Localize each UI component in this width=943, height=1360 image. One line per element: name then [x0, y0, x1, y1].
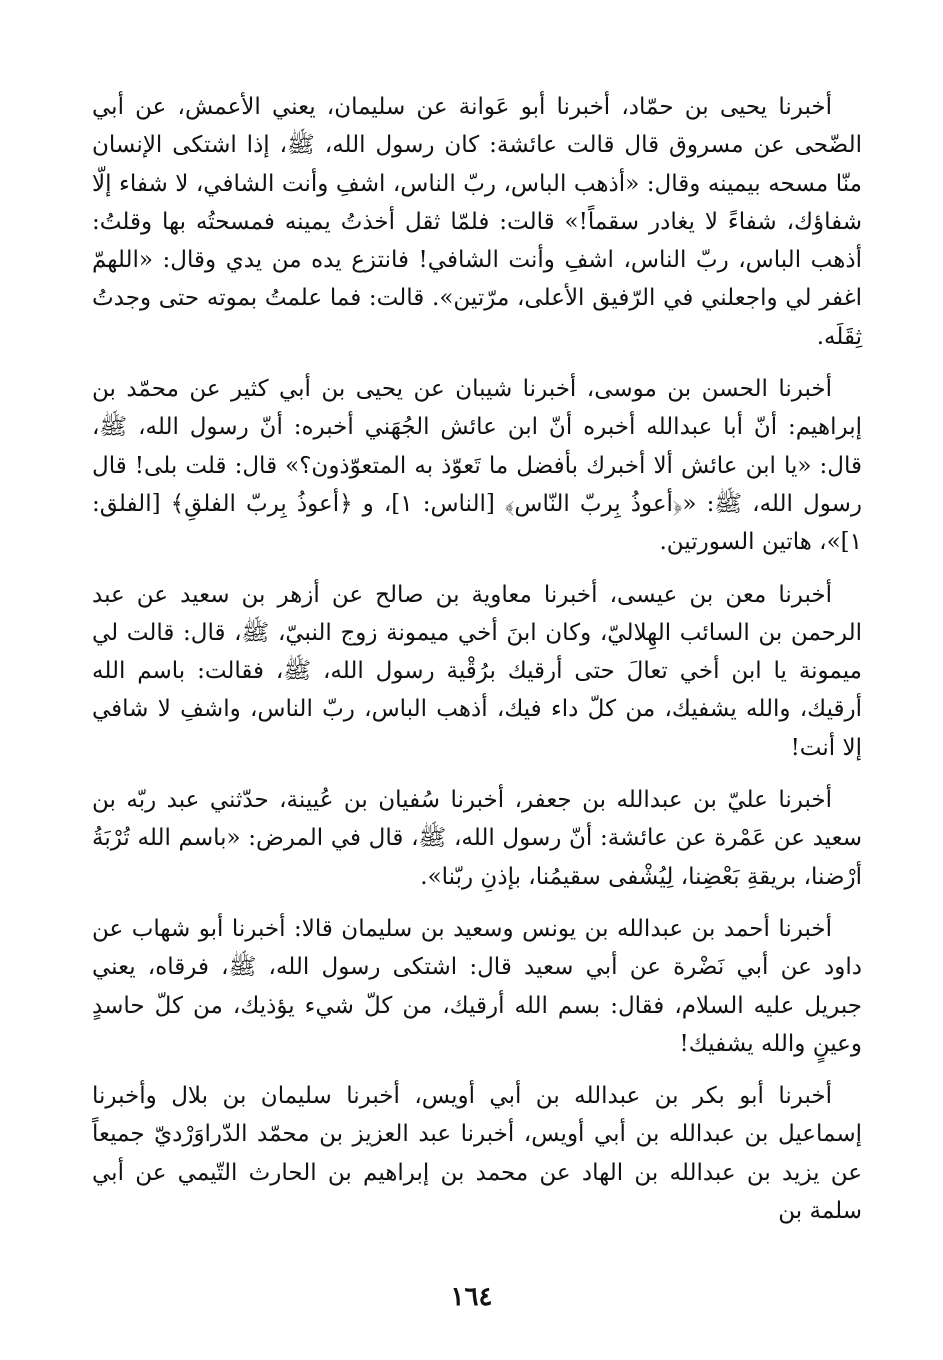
- page-number: ١٦٤: [450, 1282, 493, 1312]
- paragraph-2: أخبرنا الحسن بن موسى، أخبرنا شيبان عن يحيى بن أبي كثير عن محمّد بن إبراهيم: أنّ أبا عبدالله أخبره أنّ ابن عائش الجُهَني أخبره: أنّ رسول الله، ﷺ، قال: «يا ابن عائش ألا أخبرك بأفضل ما تَعوّذ به المتعوّذون؟» قال: قلت بلى! قال رسول الله، ﷺ: «﴿أعوذُ بِربّ النّاس﴾ [الناس: ١]، و ﴿أعوذُ بِربّ الفلقِ﴾ [الفلق: ١]»، هاتين السورتين.: [92, 376, 863, 556]
- paragraph-6: أخبرنا أبو بكر بن عبدالله بن أبي أويس، أخبرنا سليمان بن بلال وأخبرنا إسماعيل بن عبدالله بن أبي أويس، أخبرنا عبد العزيز بن محمّد الدّراوَرْديّ جميعاً عن يزيد بن عبدالله بن الهاد عن محمد بن إبراهيم بن الحارث التّيمي عن أبي سلمة بن: [92, 1083, 862, 1225]
- paragraph-4: أخبرنا عليّ بن عبدالله بن جعفر، أخبرنا سُفيان بن عُيينة، حدّثني عبد ربّه بن سعيد عن عَمْرة عن عائشة: أنّ رسول الله، ﷺ، قال في المرض: «باسم الله تُرْبَةُ أرْضنا، بريقةِ بَعْضِنا، لِيُشْفى سقيمُنا، بإذنِ ربّنا».: [92, 787, 862, 890]
- paragraph-5: أخبرنا أحمد بن عبدالله بن يونس وسعيد بن سليمان قالا: أخبرنا أبو شهاب عن داود عن أبي نَضْرة عن أبي سعيد قال: اشتكى رسول الله، ﷺ، فرقاه، يعني جبريل عليه السلام، فقال: بسم الله أرقيك، من كلّ شيء يؤذيك، من كلّ حاسدٍ وعينٍ والله يشفيك!: [92, 915, 862, 1057]
- main-text: [92, 88, 862, 1230]
- paragraph-1: أخبرنا يحيى بن حمّاد، أخبرنا أبو عَوانة عن سليمان، يعني الأعمش، عن أبي الضّحى عن مسروق قال قالت عائشة: كان رسول الله، ﷺ، إذا اشتكى الإنسان منّا مسحه بيمينه وقال: «أذهب الباس، ربّ الناس، اشفِ وأنت الشافي، لا شفاء إلّا شفاؤك، شفاءً لا يغادر سقماً!» قالت: فلمّا ثقل أخذتُ يمينه فمسحتُه بها وقلتُ: أذهب الباس، ربّ الناس، اشفِ وأنت الشافي! فانتزع يده من يدي وقال: «اللهمّ اغفر لي واجعلني في الرّفيق الأعلى، مرّتين». قالت: فما علمتُ بموته حتى وجدتُ ثِقَلَه.: [92, 94, 862, 350]
- paragraph-3: أخبرنا معن بن عيسى، أخبرنا معاوية بن صالح عن أزهر بن سعيد عن عبد الرحمن بن السائب الهِلاليّ، وكان ابنَ أخي ميمونة زوج النبيّ، ﷺ، قال: قالت لي ميمونة يا ابن أخي تعالَ حتى أرقيك برُقْية رسول الله، ﷺ، فقالت: باسم الله أرقيك، والله يشفيك، من كلّ داء فيك، أذهب الباس، ربّ الناس، واشفِ لا شافي إلا أنت!: [92, 581, 862, 761]
